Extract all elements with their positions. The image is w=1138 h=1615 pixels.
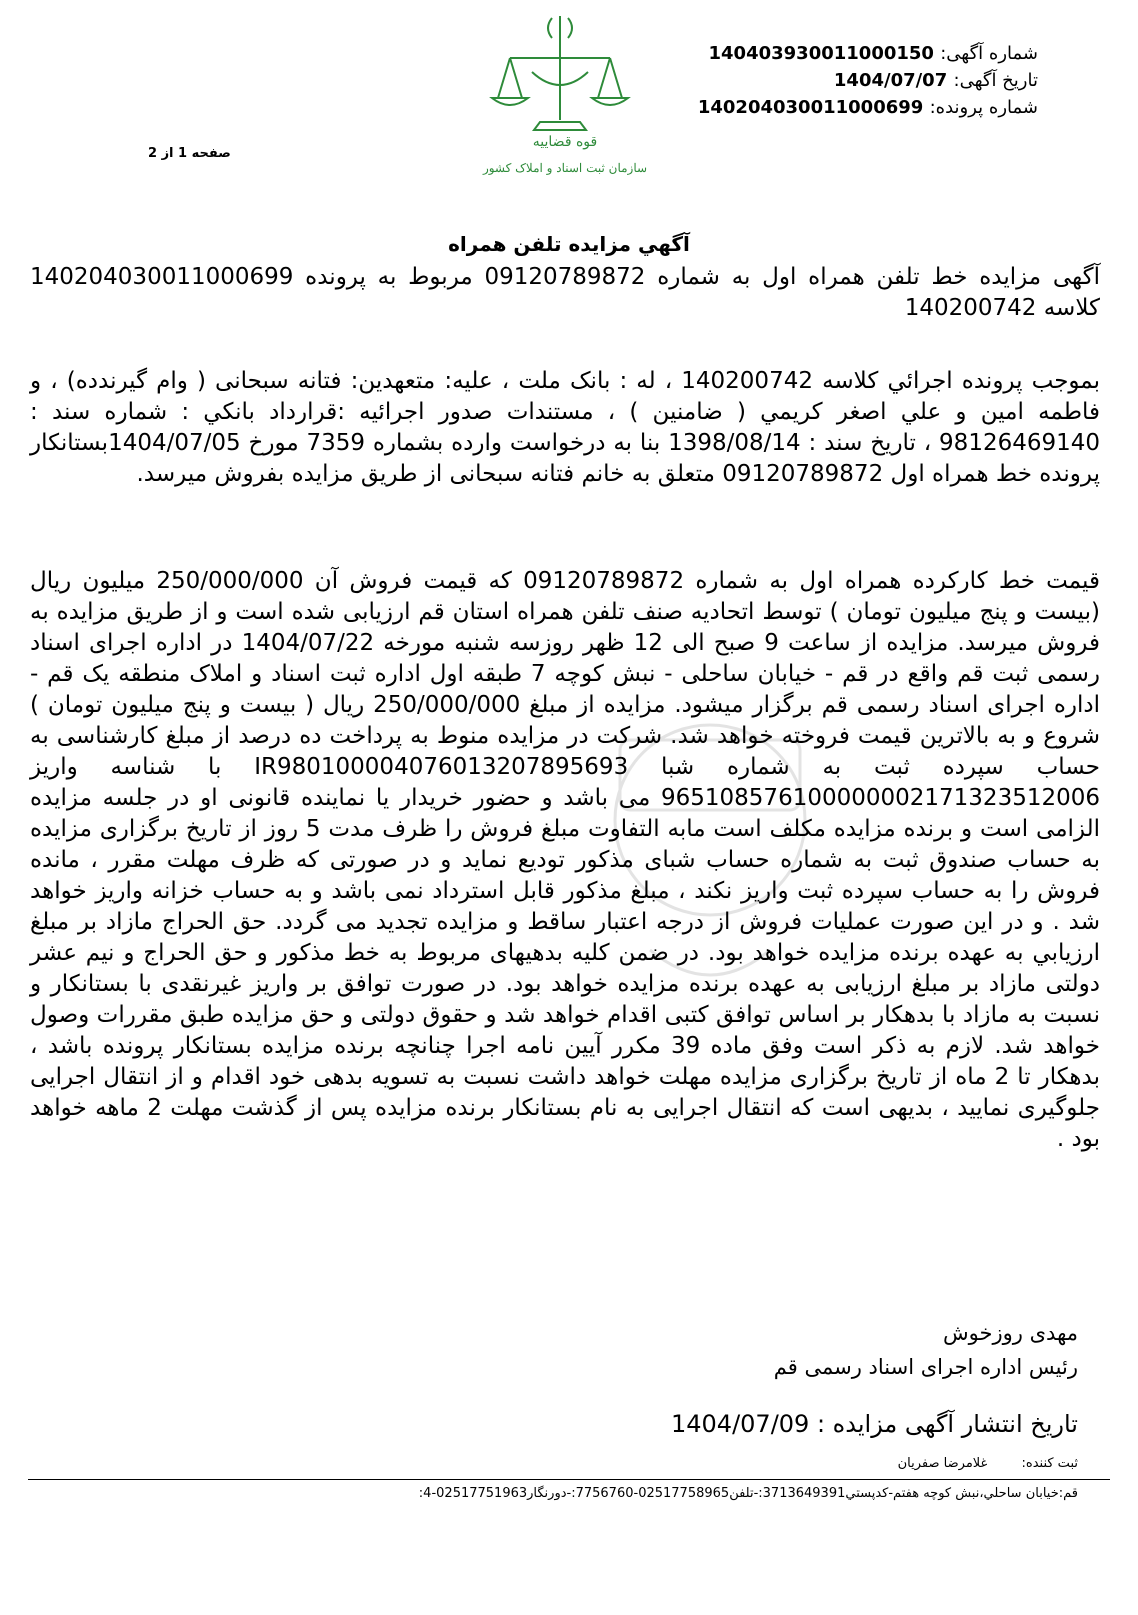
page-indicator: صفحه 1 از 2 (148, 146, 231, 161)
notice-number-row (698, 40, 1038, 67)
footer-divider (28, 1479, 1110, 1480)
intro-paragraph (30, 262, 1100, 324)
terms-paragraph (30, 566, 1100, 1155)
judiciary-emblem-icon (470, 10, 660, 190)
notice-number-label: شماره آگهی: (940, 43, 1038, 64)
recorder-name: غلامرضا صفريان (897, 1456, 988, 1471)
notice-number: 140403930011000150 (708, 43, 934, 64)
signature-block (774, 1316, 1078, 1384)
notice-meta (698, 40, 1038, 121)
publication-date: 1404/07/09 (670, 1410, 810, 1438)
signatory-name: مهدی روزخوش (943, 1321, 1078, 1345)
case-paragraph (30, 366, 1100, 490)
emblem-line2: سازمان ثبت اسناد و املاک کشور (482, 161, 648, 175)
case-number: 140204030011000699 (697, 97, 924, 118)
publication-date-row (671, 1410, 1078, 1438)
footer-address: قم:خيابان ساحلي،نبش کوچه هفتم-کدپستي3713649391:-تلفن02517758965-7756760:-دورنگار02517751963-4: (418, 1486, 1078, 1501)
emblem-line1: قوه قضاییه (532, 134, 598, 150)
signatory-position: رئیس اداره اجرای اسناد رسمی قم (773, 1355, 1078, 1379)
case-text: بموجب پرونده اجرائي کلاسه 140200742 ، له : بانک ملت ، علیه: متعهدین: فتانه سبحانی ( وام گیرندده) ، و فاطمه امین و علي اصغر کريمي ( ضامنين ) ، مستندات صدور اجرائيه :قرارداد بانکي : شماره سند : 98126469140 ، تاريخ سند : 1398/08/14 بنا به درخواست وارده بشماره 7359 مورخ 1404/07/05بستانکار پرونده خط همراه اول 09120789872 متعلق به خانم فتانه سبحانی از طریق مزایده بفروش میرسد. (30, 368, 1101, 487)
document-title: آگهي مزايده تلفن همراه (448, 232, 690, 256)
terms-text: قیمت خط کارکرده همراه اول به شماره 09120789872 که قیمت فروش آن 250/000/000 میلیون ریال (بیست و پنج میلیون تومان ) توسط اتحادیه صنف تلفن همراه استان قم ارزیابی شده است و از طریق مزایده به فروش میرسد. مزایده از ساعت 9 صبح الی 12 ظهر روزسه شنبه مورخه 1404/07/22 در اداره اجرای اسناد رسمی ثبت قم واقع در قم - خیابان ساحلی - نبش کوچه 7 طبقه اول اداره ثبت اسناد و املاک منطقه یک قم - اداره اجرای اسناد رسمی قم برگزار میشود. مزایده از مبلغ 250/000/000 ریال ( بیست و پنج میلیون تومان ) شروع و به بالاترین قیمت فروخته خواهد شد. شرکت در مزایده منوط به پرداخت ده درصد از مبلغ کارشناسی به حساب سپرده ثبت به شماره شبا IR980100004076013207895693 با شناسه واریز 965108576100000002171323512006 می باشد و حضور خریدار یا نماینده قانونی او در جلسه مزایده الزامی است و برنده مزایده مکلف است مابه التفاوت مبلغ فروش را ظرف مدت 5 روز از تاریخ برگزاری مزایده به حساب صندوق ثبت به شماره حساب شبای مذکور تودیع نماید و در صورتی که ظرف مهلت مقرر ، مانده فروش را به حساب سپرده ثبت واریز نکند ، مبلغ مذکور قابل استرداد نمی باشد و به حساب خزانه واریز خواهد شد . و در این صورت عملیات فروش از درجه اعتبار ساقط و مزایده تجدید می گردد. حق الحراج مازاد بر مبلغ ارزيابي به عهده برنده مزايده خواهد بود. در ضمن کلیه بدهیهای مربوط به خط مذکور و حق الحراج و نیم عشر دولتی مازاد بر مبلغ ارزیابی به عهده برنده مزایده خواهد بود. در صورت توافق بر واریز غیرنقدی با بستانکار و نسبت به مازاد با بدهکار بر اساس توافق کتبی اقدام خواهد شد و حقوق دولتی و حق مزایده طبق مقررات وصول خواهد شد. لازم به ذکر است وفق ماده 39 مکرر آیین نامه اجرا چنانچه برنده مزایده بستانکار پرونده باشد ، بدهکار تا 2 ماه از تاریخ برگزاری مزایده مهلت خواهد داشت نسبت به تسویه بدهی خود اقدام و از انتقال اجرایی جلوگیری نمایید ، بدیهی است که انتقال اجرایی به نام بستانکار برنده مزایده پس از گذشت مهلت 2 ماهه خواهد بود . (30, 568, 1101, 1152)
case-number-row (698, 94, 1038, 121)
recorder-label: ثبت کننده: (1021, 1456, 1078, 1471)
publication-label: تاریخ انتشار آگهی مزایده : (816, 1410, 1078, 1438)
case-number-label: شماره پرونده: (929, 97, 1038, 118)
notice-date-row (698, 67, 1038, 94)
notice-date: 1404/07/07 (833, 70, 948, 91)
notice-date-label: تاریخ آگهی: (953, 70, 1038, 91)
recorder-row (898, 1456, 1078, 1471)
intro-text: آگهی مزایده خط تلفن همراه اول به شماره 09120789872 مربوط به پرونده 140204030011000699 کلاسه 140200742 (30, 264, 1100, 321)
